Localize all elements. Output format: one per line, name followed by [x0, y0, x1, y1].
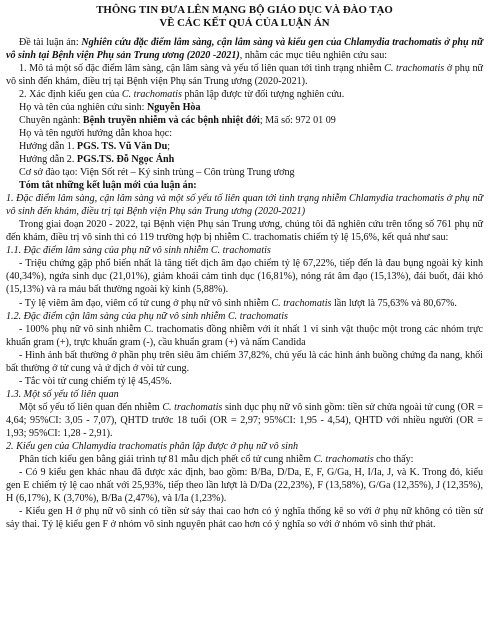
student-line — [6, 101, 483, 114]
section-2-intro-text: Phân tích kiểu gen bằng giải trình tự 81 mẫu dịch phết cổ tử cung nhiễm — [19, 454, 314, 466]
section-2-intro — [6, 453, 483, 466]
topic-title: Nghiên cứu đặc điểm lâm sàng, cận lâm sàng và kiểu gen của Chlamydia trachomatis ở phụ nữ vô sinh tại Bệnh viện Phụ sản Trung ương (2020 -2021) — [6, 36, 483, 61]
advisor-1-tail: ; — [167, 140, 171, 152]
objective-1-text: 1. Mô tả một số đặc điểm lâm sàng, cận lâm sàng và yếu tố liên quan tới tình trạng nhiễm — [19, 62, 385, 74]
advisors-label: Họ và tên người hướng dẫn khoa học: — [19, 127, 173, 139]
section-1-intro: Trong giai đoạn 2020 - 2022, tại Bệnh viện Phụ sản Trung ương, chúng tôi đã nghiên cứu trên tổng số 761 phụ nữ đến khám, điều trị vô sinh thì có 119 trường hợp bị nhiễm C. trachomatis chiếm tỷ lệ 15,6%, kết quả như sau: — [6, 219, 483, 244]
section-1-2-bullet-3: - Tắc vòi tử cung chiếm tỷ lệ 45,45%. — [19, 375, 172, 387]
section-1-1-heading-text: 1.1. Đặc điểm lâm sàng của phụ nữ vô sinh nhiễm — [6, 245, 211, 257]
section-1-1-bullet-2 — [6, 297, 483, 310]
objective-1-species: C. trachomatis — [384, 62, 445, 74]
section-1-1-heading — [6, 244, 483, 257]
section-2-heading: 2. Kiểu gen của Chlamydia trachomatis phân lập được ở phụ nữ vô sinh — [6, 441, 299, 453]
advisor-1-name: PGS. TS. Vũ Văn Du — [76, 140, 168, 152]
section-1-3-text — [6, 401, 483, 440]
objective-2 — [6, 88, 483, 101]
section-2-intro-species: C. trachomatis — [313, 454, 374, 466]
student-label: Họ và tên của nghiên cứu sinh: — [19, 101, 147, 113]
major-line — [6, 114, 483, 127]
section-1-heading: 1. Đặc điểm lâm sàng, cận lâm sàng và một số yếu tố liên quan tới tình trạng nhiễm Chlamydia trachomatis ở phụ nữ vô sinh đến khám, điều trị tại Bệnh viện Phụ sản Trung ương (2020-2021) — [6, 193, 483, 218]
advisor-2 — [6, 153, 483, 166]
objective-2-text: 2. Xác định kiểu gen của — [19, 88, 122, 100]
section-2-intro-tail: cho thấy: — [373, 454, 414, 466]
topic-tail: , nhằm các mục tiêu nghiên cứu sau: — [239, 49, 388, 61]
section-1-3-text-start: Một số yếu tố liên quan đến nhiễm — [19, 401, 163, 413]
objective-1 — [6, 62, 483, 88]
advisor-1 — [6, 140, 483, 153]
section-1-2-heading-species: C. trachomatis — [227, 310, 288, 322]
section-2-bullet-1: - Có 9 kiểu gen khác nhau đã được xác định, bao gồm: B/Ba, D/Da, E, F, G/Ga, H, I/Ia, J, và K. Trong đó, kiểu gen E chiếm tỷ lệ cao nhất với 25,93%, tiếp theo lần lượt là D/Da (22,23%), F (13,58%), G/Ga (12,35%), J (12,35%), H (6,17%), K (3,70%), B/Ba (2,47%), và I/Ia (1,23%). — [6, 467, 483, 505]
student-name: Nguyễn Hòa — [146, 101, 201, 113]
advisor-2-name: PGS.TS. Đỗ Ngọc Ánh — [76, 154, 175, 166]
section-1-1-bullet-2-tail: lần lượt là 75,63% và 80,67%. — [331, 297, 457, 309]
summary-heading: Tóm tắt những kết luận mới của luận án: — [19, 180, 197, 192]
thesis-topic — [6, 36, 483, 62]
major-label: Chuyên ngành: — [19, 114, 83, 126]
title-line-2: VỀ CÁC KẾT QUẢ CỦA LUẬN ÁN — [159, 17, 330, 30]
section-1-1-bullet-2-species: C. trachomatis — [271, 297, 332, 309]
section-1-3-text-tail: sinh dục phụ nữ vô sinh gồm: tiền sử chửa ngoài tử cung (OR = 4,64; 95%CI: 3,05 - 7,07), QHTD trước 18 tuổi (OR = 2,97; 95%CI: 1,95 - 4,54), QHTD với nhiều người (OR = 1,93; 95%CI: 1,28 - 2,91). — [6, 401, 483, 439]
topic-label: Đề tài luận án: — [19, 36, 82, 48]
advisor-1-label: Hướng dẫn 1. — [19, 140, 77, 152]
section-1-1-bullet-2-text: - Tỷ lệ viêm âm đạo, viêm cổ tử cung ở phụ nữ vô sinh nhiễm — [19, 297, 272, 309]
section-1-2-bullet-2: - Hình ảnh bất thường ở phần phụ trên siêu âm chiếm 37,82%, chủ yếu là các hình ảnh buồng chứng đa nang, khối bất thường ở tử cung và ứ dịch ở vòi tử cung. — [6, 349, 483, 374]
section-1-2-heading — [6, 310, 483, 323]
advisor-2-label: Hướng dẫn 2. — [19, 154, 77, 166]
title-line-1: THÔNG TIN ĐƯA LÊN MẠNG BỘ GIÁO DỤC VÀ ĐÀO TẠO — [96, 4, 393, 16]
section-1-2-heading-text: 1.2. Đặc điểm cận lâm sàng của phụ nữ vô sinh nhiễm — [6, 310, 228, 322]
institution-line: Cơ sở đào tạo: Viện Sốt rét – Ký sinh trùng – Côn trùng Trung ương — [19, 167, 295, 179]
section-1-1-heading-species: C. trachomatis — [210, 245, 271, 257]
section-1-2-bullet-1: - 100% phụ nữ vô sinh nhiễm C. trachomatis đồng nhiễm với ít nhất 1 vi sinh vật thuộc một trong các nhóm trực khuẩn gram (+), trực khuẩn gram (-), cầu khuẩn gram (+) và nấm Candida — [6, 323, 483, 348]
objective-2-species: C. trachomatis — [121, 88, 182, 100]
section-1-1-bullet-1: - Triệu chứng gặp phổ biến nhất là tăng tiết dịch âm đạo chiếm tỷ lệ 67,22%, tiếp đến là đau bụng ngoài kỳ kinh (40,34%), ngứa sinh dục (21,01%), giảm khoái cảm tình dục (16,81%), nóng rát âm đạo (15,13%), đái buốt, đái khó (15,13%) và ra máu bất thường ngoài kỳ kinh (5,88%). — [6, 258, 483, 296]
section-2-bullet-2: - Kiểu gen H ở phụ nữ vô sinh có tiền sử sảy thai cao hơn có ý nghĩa thống kê so với ở phụ nữ không có tiền sử sảy thai. Tỷ lệ kiểu gen F ở nhóm vô sinh nguyên phát cao hơn có ý nghĩa so với ở nhóm vô sinh thứ phát. — [6, 506, 483, 531]
section-1-3-heading: 1.3. Một số yếu tố liên quan — [6, 388, 119, 400]
section-1-3-species: C. trachomatis — [162, 401, 223, 413]
major-code: ; Mã số: 972 01 09 — [259, 114, 336, 126]
major-value: Bệnh truyền nhiễm và các bệnh nhiệt đới — [82, 114, 260, 126]
objective-1-text-tail: ở phụ nữ vô sinh đến khám, điều trị tại Bệnh viện Phụ sản Trung ương (2020-2021). — [6, 62, 483, 87]
objective-2-text-tail: phân lập được từ đối tượng nghiên cứu. — [181, 88, 345, 100]
